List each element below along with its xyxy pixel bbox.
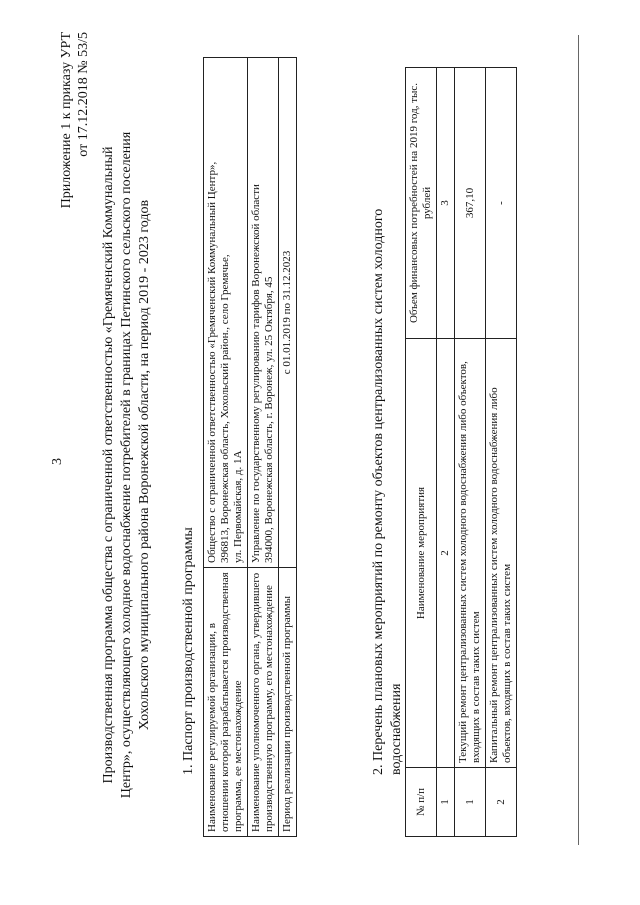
- page-divider: [578, 35, 579, 845]
- table-row: [279, 58, 297, 837]
- index-cell: 2: [437, 339, 455, 768]
- table-row: [486, 68, 517, 837]
- passport-label-organization: Наименование регулируемой организации, в отношении которой разрабатывается производственная программа, ее местонахождение: [204, 568, 248, 837]
- org-street: ул. Первомайская, д. 1А: [232, 450, 244, 563]
- passport-table: [203, 57, 297, 837]
- authority-name: Управление по государственному регулированию тарифов Воронежской области: [250, 184, 262, 563]
- row-name: Капитальный ремонт централизованных систем холодного водоснабжения либо объектов, входящих в состав таких систем: [486, 339, 517, 768]
- index-cell: 1: [437, 768, 455, 837]
- header-name: Наименование мероприятия: [406, 339, 437, 768]
- row-amount: 367,10: [455, 68, 486, 339]
- table-row: [455, 68, 486, 837]
- authority-address: 394000, Воронежская область, г. Воронеж, ул. 25 Октября, 45: [263, 276, 275, 563]
- table-index-row: [437, 68, 455, 837]
- row-amount: -: [486, 68, 517, 339]
- header-amount: Объем финансовых потребностей на 2019 год, тыс. рублей: [406, 68, 437, 339]
- title-line-1: Производственная программа общества с ограниченной ответственностью «Гремяченский Коммунальный: [101, 146, 116, 784]
- table-header-row: [406, 68, 437, 837]
- section-2-heading: 2. Перечень плановых мероприятий по ремонту объектов централизованных систем холодного водоснабжения: [371, 208, 404, 775]
- org-address: 396813, Воронежская область, Хохольский район., село Гремячье,: [219, 254, 231, 563]
- row-name: Текущий ремонт централизованных систем холодного водоснабжения либо объектов, входящих в состав таких систем: [455, 339, 486, 768]
- appendix-reference: [58, 32, 92, 208]
- passport-label-authority: Наименование уполномоченного органа, утвердившего производственную программу, его местонахождение: [248, 568, 279, 837]
- passport-value-organization: [204, 58, 248, 568]
- section-1-heading: 1. Паспорт производственной программы: [181, 527, 196, 775]
- header-num: № п/п: [406, 768, 437, 837]
- table-row: [204, 58, 248, 837]
- row-num: 2: [486, 768, 517, 837]
- appendix-line-1: Приложение 1 к приказу УРТ: [59, 32, 74, 209]
- document-title: [100, 125, 154, 805]
- row-num: 1: [455, 768, 486, 837]
- org-name: Общество с ограниченной ответственностью «Гремяченский Коммунальный Центр»,: [206, 161, 218, 563]
- passport-label-period: Период реализации производственной программы: [279, 568, 297, 837]
- measures-table: [405, 67, 517, 837]
- title-line-2: Центр», осуществляющего холодное водоснабжение потребителей в границах Петинского сельского поселения: [119, 131, 134, 799]
- table-row: [248, 58, 279, 837]
- index-cell: 3: [437, 68, 455, 339]
- title-line-3: Хохольского муниципального района Воронежской области, на период 2019 - 2023 годов: [137, 199, 152, 731]
- page-number: 3: [50, 458, 65, 465]
- passport-value-authority: [248, 58, 279, 568]
- passport-value-period: с 01.01.2019 по 31.12.2023: [279, 58, 297, 568]
- appendix-line-2: от 17.12.2018 № 53/5: [76, 32, 91, 157]
